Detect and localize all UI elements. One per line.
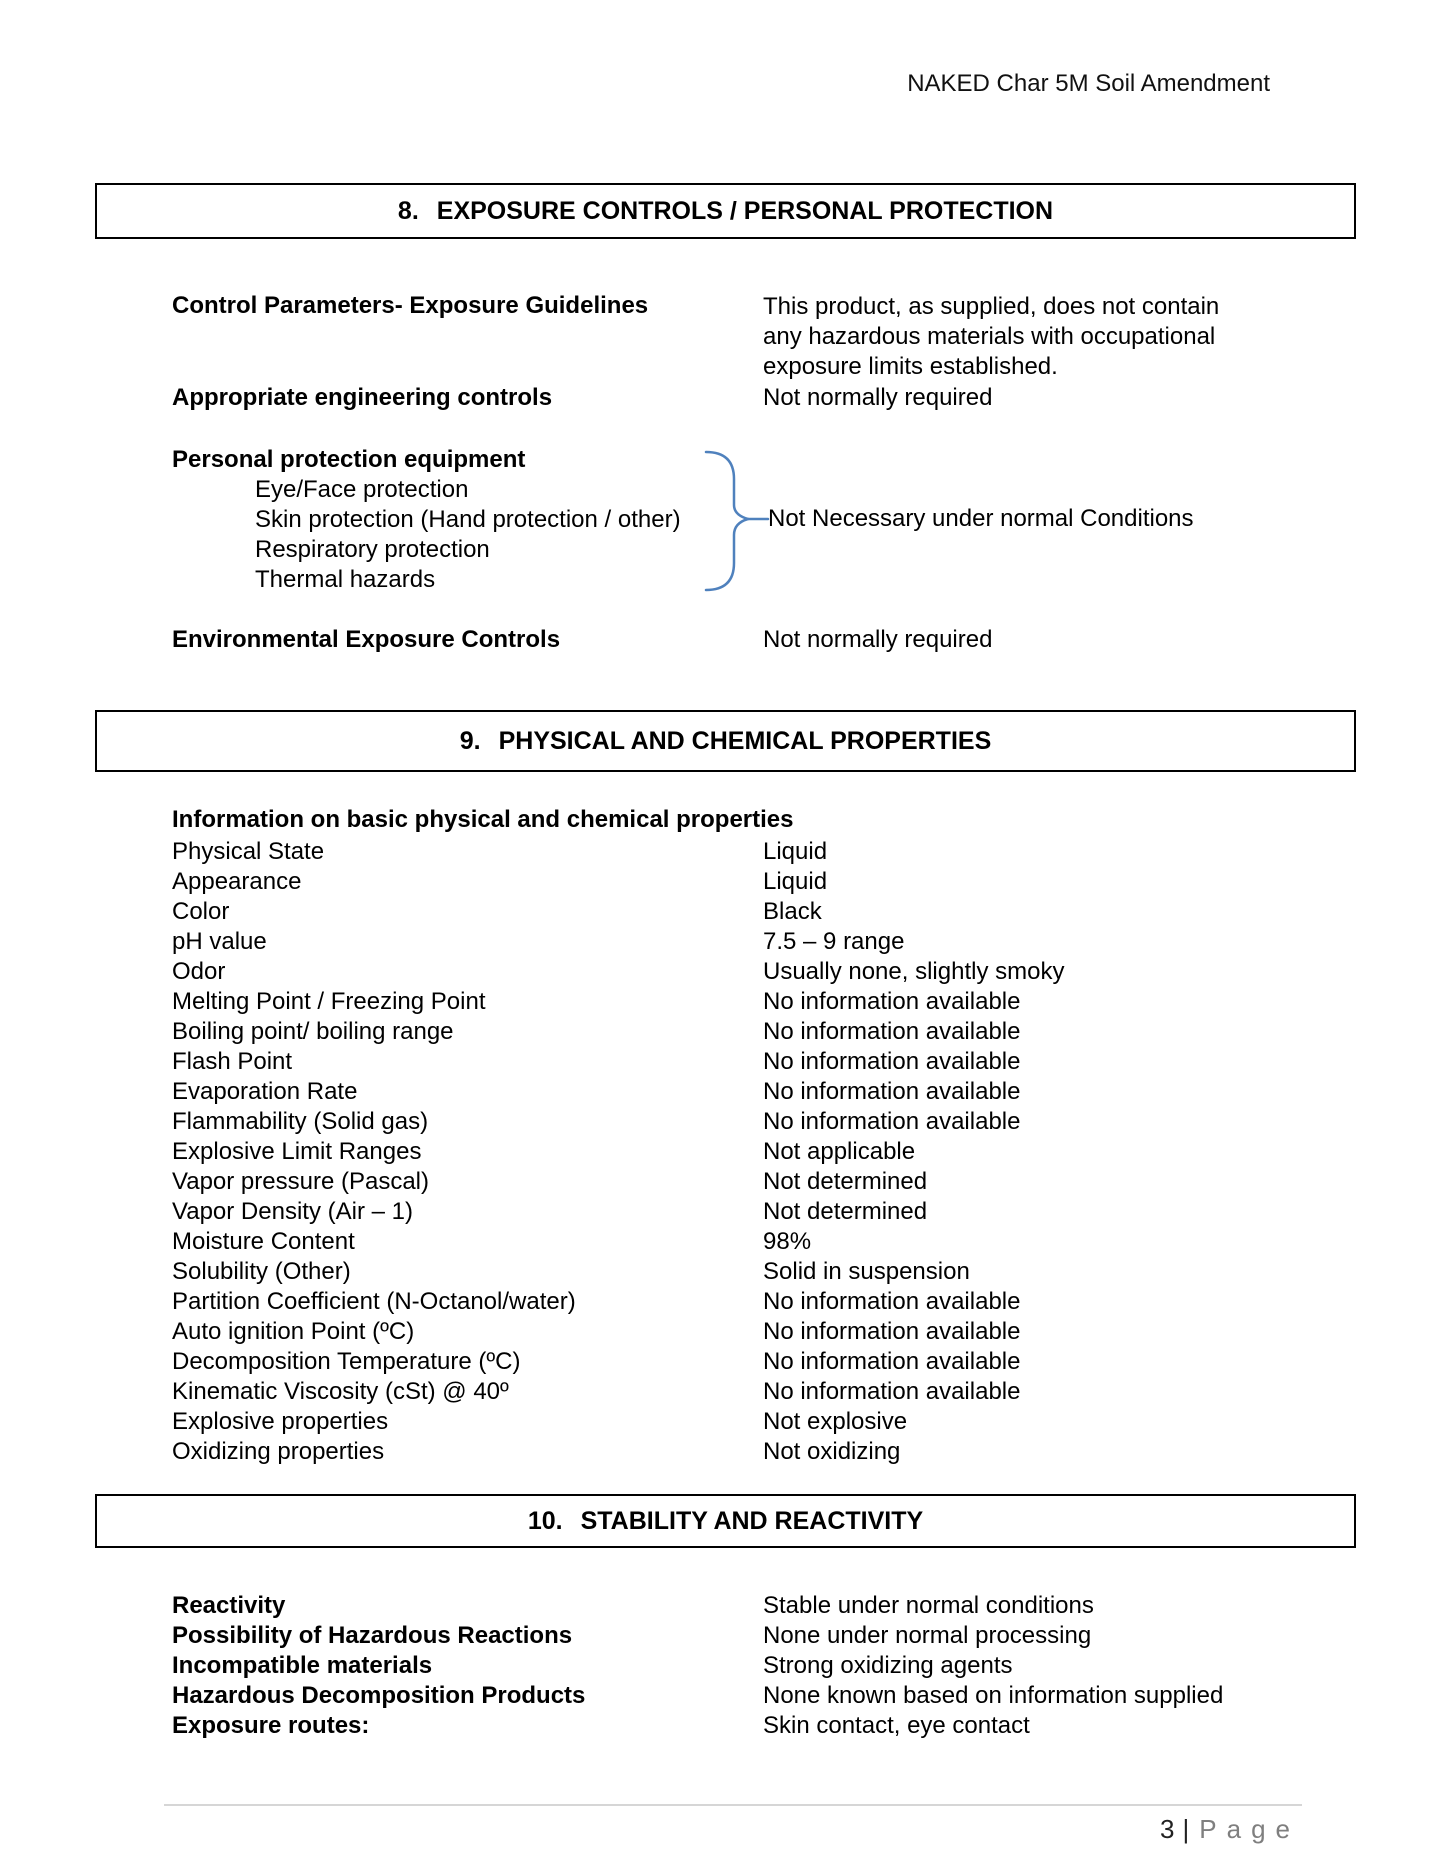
stability-label: Incompatible materials xyxy=(172,1652,433,1679)
section10-heading-box xyxy=(95,1494,1356,1548)
property-row xyxy=(172,928,1358,958)
property-label: Vapor pressure (Pascal) xyxy=(172,1168,429,1195)
property-label: Kinematic Viscosity (cSt) @ 40º xyxy=(172,1378,509,1405)
footer-divider-rule xyxy=(164,1804,1302,1806)
property-row xyxy=(172,1258,1358,1288)
property-label: Boiling point/ boiling range xyxy=(172,1018,454,1045)
property-label: Explosive Limit Ranges xyxy=(172,1138,422,1165)
property-row xyxy=(172,1168,1358,1198)
property-row xyxy=(172,838,1358,868)
property-value: Not determined xyxy=(763,1168,928,1195)
section9-number: 9. xyxy=(459,726,481,755)
property-value: 98% xyxy=(763,1228,812,1255)
stability-value: None under normal processing xyxy=(763,1622,1092,1649)
stability-row xyxy=(172,1652,1358,1682)
ppe-item-respiratory: Respiratory protection xyxy=(255,536,490,563)
section9-subheading: Information on basic physical and chemical properties xyxy=(172,806,794,833)
property-value: Not oxidizing xyxy=(763,1438,901,1465)
property-value: No information available xyxy=(763,1318,1021,1345)
stability-label: Hazardous Decomposition Products xyxy=(172,1682,586,1709)
property-value: Not determined xyxy=(763,1198,928,1225)
control-parameters-value: This product, as supplied, does not contain any hazardous materials with occupational exposure limits established. xyxy=(763,293,1220,380)
right-brace-icon xyxy=(702,449,772,594)
property-label: Solubility (Other) xyxy=(172,1258,351,1285)
property-row xyxy=(172,1288,1358,1318)
environmental-controls-label: Environmental Exposure Controls xyxy=(172,626,561,653)
document-header-title: NAKED Char 5M Soil Amendment xyxy=(907,70,1270,97)
ppe-item-skin: Skin protection (Hand protection / other) xyxy=(255,506,681,533)
stability-row xyxy=(172,1622,1358,1652)
property-row xyxy=(172,988,1358,1018)
stability-value: Skin contact, eye contact xyxy=(763,1712,1030,1739)
property-value: Black xyxy=(763,898,822,925)
property-value: No information available xyxy=(763,1288,1021,1315)
stability-reactivity-list xyxy=(172,1592,1358,1742)
property-row xyxy=(172,1048,1358,1078)
property-value: No information available xyxy=(763,1108,1021,1135)
property-row xyxy=(172,868,1358,898)
property-value: No information available xyxy=(763,1348,1021,1375)
property-row xyxy=(172,1408,1358,1438)
property-label: Flash Point xyxy=(172,1048,293,1075)
footer xyxy=(0,1814,1300,1845)
property-row xyxy=(172,898,1358,928)
property-label: Flammability (Solid gas) xyxy=(172,1108,429,1135)
property-label: pH value xyxy=(172,928,267,955)
footer-page-label: Page xyxy=(1199,1814,1300,1844)
property-label: Explosive properties xyxy=(172,1408,389,1435)
property-label: Auto ignition Point (ºC) xyxy=(172,1318,415,1345)
property-value: Usually none, slightly smoky xyxy=(763,958,1065,985)
ppe-heading: Personal protection equipment xyxy=(172,446,526,473)
property-value: Not explosive xyxy=(763,1408,908,1435)
property-label: Melting Point / Freezing Point xyxy=(172,988,486,1015)
section9-heading-box xyxy=(95,710,1356,772)
footer-page-number: 3 xyxy=(1160,1814,1175,1844)
property-label: Evaporation Rate xyxy=(172,1078,358,1105)
property-row xyxy=(172,1318,1358,1348)
stability-value: Strong oxidizing agents xyxy=(763,1652,1013,1679)
engineering-controls-label: Appropriate engineering controls xyxy=(172,384,553,411)
property-label: Physical State xyxy=(172,838,325,865)
property-row xyxy=(172,1018,1358,1048)
section10-number: 10. xyxy=(527,1506,563,1535)
property-label: Partition Coefficient (N-Octanol/water) xyxy=(172,1288,576,1315)
environmental-controls-value: Not normally required xyxy=(763,626,993,653)
ppe-brace-note: Not Necessary under normal Conditions xyxy=(768,505,1194,532)
property-row xyxy=(172,1198,1358,1228)
section10-title: STABILITY AND REACTIVITY xyxy=(580,1506,924,1535)
stability-row xyxy=(172,1682,1358,1712)
property-label: Moisture Content xyxy=(172,1228,355,1255)
control-parameters-label: Control Parameters- Exposure Guidelines xyxy=(172,292,649,319)
property-label: Odor xyxy=(172,958,226,985)
section9-title: PHYSICAL AND CHEMICAL PROPERTIES xyxy=(498,726,992,755)
stability-value: None known based on information supplied xyxy=(763,1682,1224,1709)
property-label: Color xyxy=(172,898,230,925)
property-value: 7.5 – 9 range xyxy=(763,928,905,955)
property-row xyxy=(172,1078,1358,1108)
footer-divider: | xyxy=(1182,1814,1190,1844)
property-value: No information available xyxy=(763,1048,1021,1075)
stability-label: Reactivity xyxy=(172,1592,286,1619)
property-label: Oxidizing properties xyxy=(172,1438,385,1465)
engineering-controls-value: Not normally required xyxy=(763,384,993,411)
section8-title: EXPOSURE CONTROLS / PERSONAL PROTECTION xyxy=(436,196,1054,225)
section8-number: 8. xyxy=(397,196,419,225)
property-value: No information available xyxy=(763,988,1021,1015)
property-row xyxy=(172,1348,1358,1378)
property-label: Vapor Density (Air – 1) xyxy=(172,1198,413,1225)
property-label: Appearance xyxy=(172,868,302,895)
property-row xyxy=(172,1228,1358,1258)
property-row xyxy=(172,1438,1358,1468)
property-value: Liquid xyxy=(763,868,828,895)
property-label: Decomposition Temperature (ºC) xyxy=(172,1348,521,1375)
property-row xyxy=(172,1378,1358,1408)
property-row xyxy=(172,1108,1358,1138)
stability-row xyxy=(172,1712,1358,1742)
property-value: Liquid xyxy=(763,838,828,865)
property-row xyxy=(172,1138,1358,1168)
stability-row xyxy=(172,1592,1358,1622)
property-value: Not applicable xyxy=(763,1138,916,1165)
stability-label: Exposure routes: xyxy=(172,1712,370,1739)
ppe-item-thermal: Thermal hazards xyxy=(255,566,436,593)
stability-label: Possibility of Hazardous Reactions xyxy=(172,1622,573,1649)
property-row xyxy=(172,958,1358,988)
physical-properties-list xyxy=(172,838,1358,1468)
stability-value: Stable under normal conditions xyxy=(763,1592,1094,1619)
section8-heading-box xyxy=(95,183,1356,239)
property-value: No information available xyxy=(763,1078,1021,1105)
property-value: No information available xyxy=(763,1018,1021,1045)
ppe-item-eye-face: Eye/Face protection xyxy=(255,476,469,503)
property-value: No information available xyxy=(763,1378,1021,1405)
property-value: Solid in suspension xyxy=(763,1258,970,1285)
